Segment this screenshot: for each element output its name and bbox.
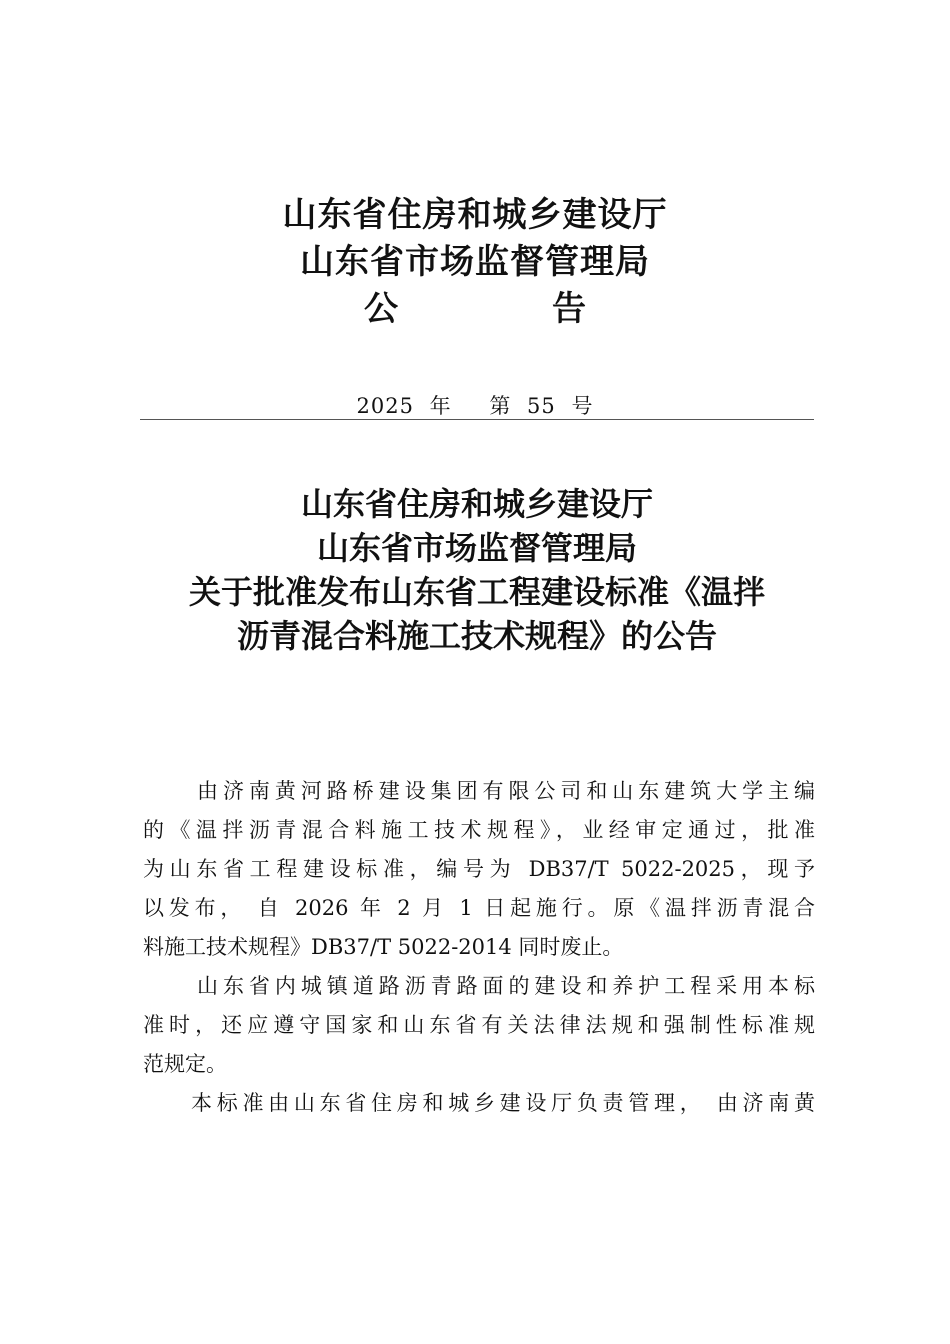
title-line: 关于批准发布山东省工程建设标准《温拌 xyxy=(188,573,765,611)
title-line: 山东省住房和城乡建设厅 xyxy=(300,485,653,523)
paragraph-1 xyxy=(143,772,815,967)
paragraph-2 xyxy=(143,967,815,1084)
doc-year-unit: 年 xyxy=(429,394,452,418)
body-line: 范规定。 xyxy=(143,1052,227,1076)
body-line: 以发布， 自 2026 年 2 月 1 日起施行。原《温拌沥青混合 xyxy=(143,896,815,920)
doc-number-suffix: 号 xyxy=(571,394,594,418)
issuer-header xyxy=(0,192,950,333)
doc-number-value: 55 xyxy=(527,394,556,418)
body-line: 本标准由山东省住房和城乡建设厅负责管理， 由济南黄 xyxy=(191,1091,815,1115)
body-line: 山东省内城镇道路沥青路面的建设和养护工程采用本标 xyxy=(197,974,815,998)
paragraph-3 xyxy=(143,1084,815,1123)
body-line: 的《温拌沥青混合料施工技术规程》，业经审定通过，批准 xyxy=(143,818,815,842)
body-line: 为山东省工程建设标准，编号为 DB37/T 5022-2025，现予 xyxy=(143,857,815,881)
issuer-name-market: 山东省市场监督管理局 xyxy=(300,242,650,282)
title-line: 山东省市场监督管理局 xyxy=(316,529,637,567)
body-line: 由济南黄河路桥建设集团有限公司和山东建筑大学主编 xyxy=(197,779,815,803)
doc-number-prefix: 第 xyxy=(489,394,512,418)
document-type: 公 告 xyxy=(364,289,646,329)
document-title xyxy=(140,482,814,658)
body-line: 准时，还应遵守国家和山东省有关法律法规和强制性标准规 xyxy=(143,1013,815,1037)
title-line: 沥青混合料施工技术规程》的公告 xyxy=(236,617,717,655)
header-divider xyxy=(140,419,814,420)
doc-year: 2025 xyxy=(356,394,414,418)
body-line: 料施工技术规程》DB37/T 5022-2014 同时废止。 xyxy=(143,935,624,959)
document-body xyxy=(143,772,815,1123)
issuer-name-housing: 山东省住房和城乡建设厅 xyxy=(282,195,668,235)
document-number xyxy=(0,390,950,420)
